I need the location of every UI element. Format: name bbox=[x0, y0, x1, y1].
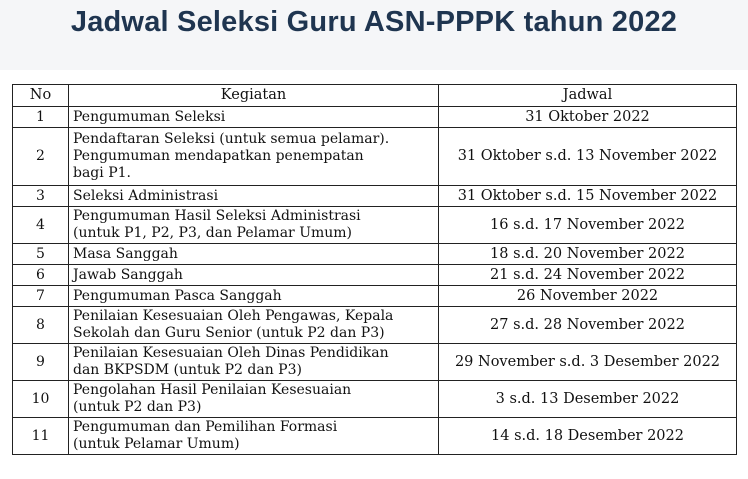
row-kegiatan bbox=[69, 265, 439, 286]
row-jadwal: 27 s.d. 28 November 2022 bbox=[439, 307, 737, 344]
kegiatan-line: Pengolahan Hasil Penilaian Kesesuaian bbox=[73, 382, 352, 398]
row-number: 6 bbox=[13, 265, 69, 286]
table-body bbox=[13, 107, 737, 455]
row-jadwal: 29 November s.d. 3 Desember 2022 bbox=[439, 344, 737, 381]
kegiatan-line: Pengumuman mendapatkan penempatan bbox=[73, 148, 364, 164]
table-row bbox=[13, 418, 737, 455]
row-number: 2 bbox=[13, 128, 69, 186]
row-jadwal: 18 s.d. 20 November 2022 bbox=[439, 244, 737, 265]
row-kegiatan bbox=[69, 107, 439, 128]
row-kegiatan bbox=[69, 381, 439, 418]
row-number: 5 bbox=[13, 244, 69, 265]
row-kegiatan bbox=[69, 207, 439, 244]
row-jadwal: 21 s.d. 24 November 2022 bbox=[439, 265, 737, 286]
kegiatan-line: Pengumuman dan Pemilihan Formasi bbox=[73, 419, 338, 435]
row-kegiatan bbox=[69, 186, 439, 207]
table-row bbox=[13, 265, 737, 286]
row-jadwal: 14 s.d. 18 Desember 2022 bbox=[439, 418, 737, 455]
row-number: 4 bbox=[13, 207, 69, 244]
table-header-row bbox=[13, 85, 737, 107]
row-kegiatan bbox=[69, 418, 439, 455]
table-row bbox=[13, 186, 737, 207]
kegiatan-line: Pengumuman Pasca Sanggah bbox=[73, 287, 282, 304]
kegiatan-line: bagi P1. bbox=[73, 165, 131, 181]
kegiatan-line: (untuk Pelamar Umum) bbox=[73, 436, 240, 452]
row-number: 9 bbox=[13, 344, 69, 381]
row-kegiatan bbox=[69, 307, 439, 344]
header-no: No bbox=[13, 85, 69, 107]
kegiatan-line: Seleksi Administrasi bbox=[73, 187, 219, 204]
row-number: 7 bbox=[13, 286, 69, 307]
kegiatan-line: (untuk P1, P2, P3, dan Pelamar Umum) bbox=[73, 225, 353, 241]
header-jadwal: Jadwal bbox=[439, 85, 737, 107]
kegiatan-line: Jawab Sanggah bbox=[73, 266, 183, 283]
table-row bbox=[13, 381, 737, 418]
kegiatan-line: dan BKPSDM (untuk P2 dan P3) bbox=[73, 362, 302, 378]
row-jadwal: 31 Oktober s.d. 13 November 2022 bbox=[439, 128, 737, 186]
schedule-table bbox=[12, 84, 737, 455]
kegiatan-line: Pengumuman Hasil Seleksi Administrasi bbox=[73, 208, 361, 224]
header-kegiatan: Kegiatan bbox=[69, 85, 439, 107]
table-row bbox=[13, 286, 737, 307]
schedule-document bbox=[0, 70, 748, 479]
row-jadwal: 26 November 2022 bbox=[439, 286, 737, 307]
kegiatan-line: Penilaian Kesesuaian Oleh Pengawas, Kepala bbox=[73, 308, 394, 324]
row-kegiatan bbox=[69, 344, 439, 381]
row-number: 11 bbox=[13, 418, 69, 455]
table-row bbox=[13, 244, 737, 265]
kegiatan-line: Pendaftaran Seleksi (untuk semua pelamar). bbox=[73, 131, 390, 147]
row-kegiatan bbox=[69, 128, 439, 186]
row-jadwal: 31 Oktober 2022 bbox=[439, 107, 737, 128]
row-number: 8 bbox=[13, 307, 69, 344]
kegiatan-line: Pengumuman Seleksi bbox=[73, 108, 226, 125]
table-row bbox=[13, 344, 737, 381]
kegiatan-line: Masa Sanggah bbox=[73, 245, 178, 262]
row-kegiatan bbox=[69, 286, 439, 307]
table-row bbox=[13, 207, 737, 244]
row-number: 10 bbox=[13, 381, 69, 418]
row-jadwal: 3 s.d. 13 Desember 2022 bbox=[439, 381, 737, 418]
kegiatan-line: (untuk P2 dan P3) bbox=[73, 399, 202, 415]
row-kegiatan bbox=[69, 244, 439, 265]
row-jadwal: 31 Oktober s.d. 15 November 2022 bbox=[439, 186, 737, 207]
table-row bbox=[13, 128, 737, 186]
row-jadwal: 16 s.d. 17 November 2022 bbox=[439, 207, 737, 244]
table-row bbox=[13, 307, 737, 344]
row-number: 1 bbox=[13, 107, 69, 128]
kegiatan-line: Sekolah dan Guru Senior (untuk P2 dan P3) bbox=[73, 325, 385, 341]
table-row bbox=[13, 107, 737, 128]
kegiatan-line: Penilaian Kesesuaian Oleh Dinas Pendidikan bbox=[73, 345, 389, 361]
row-number: 3 bbox=[13, 186, 69, 207]
page-title: Jadwal Seleksi Guru ASN-PPPK tahun 2022 bbox=[70, 6, 678, 38]
